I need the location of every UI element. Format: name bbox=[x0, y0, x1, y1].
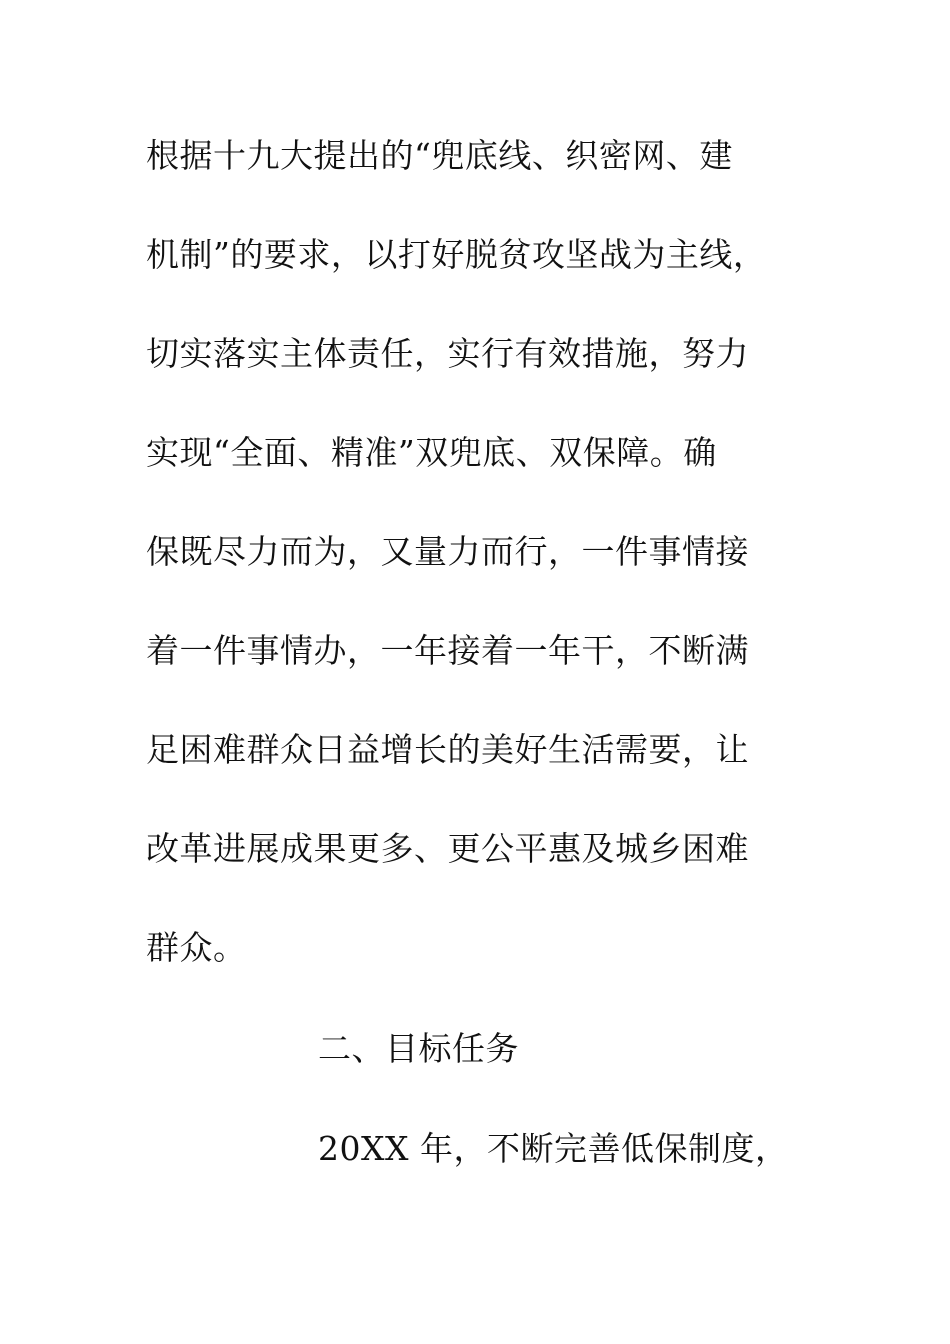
paragraph-line: 实现“全面、精准”双兜底、双保障。确 bbox=[146, 433, 717, 472]
paragraph-line: 切实落实主体责任，实行有效措施，努力 bbox=[146, 334, 749, 373]
paragraph-line: 根据十九大提出的“兜底线、织密网、建 bbox=[146, 136, 733, 175]
paragraph-line: 足困难群众日益增长的美好生活需要，让 bbox=[146, 730, 749, 769]
section-heading: 二、目标任务 bbox=[318, 1029, 519, 1068]
paragraph-line: 改革进展成果更多、更公平惠及城乡困难 bbox=[146, 829, 749, 868]
paragraph-line: 群众。 bbox=[146, 928, 247, 967]
paragraph-line: 着一件事情办，一年接着一年干，不断满 bbox=[146, 631, 749, 670]
paragraph-line: 保既尽力而为，又量力而行，一件事情接 bbox=[146, 532, 749, 571]
paragraph-line: 机制”的要求，以打好脱贫攻坚战为主线， bbox=[146, 235, 767, 274]
paragraph-line: 20XX 年，不断完善低保制度， bbox=[318, 1129, 789, 1168]
